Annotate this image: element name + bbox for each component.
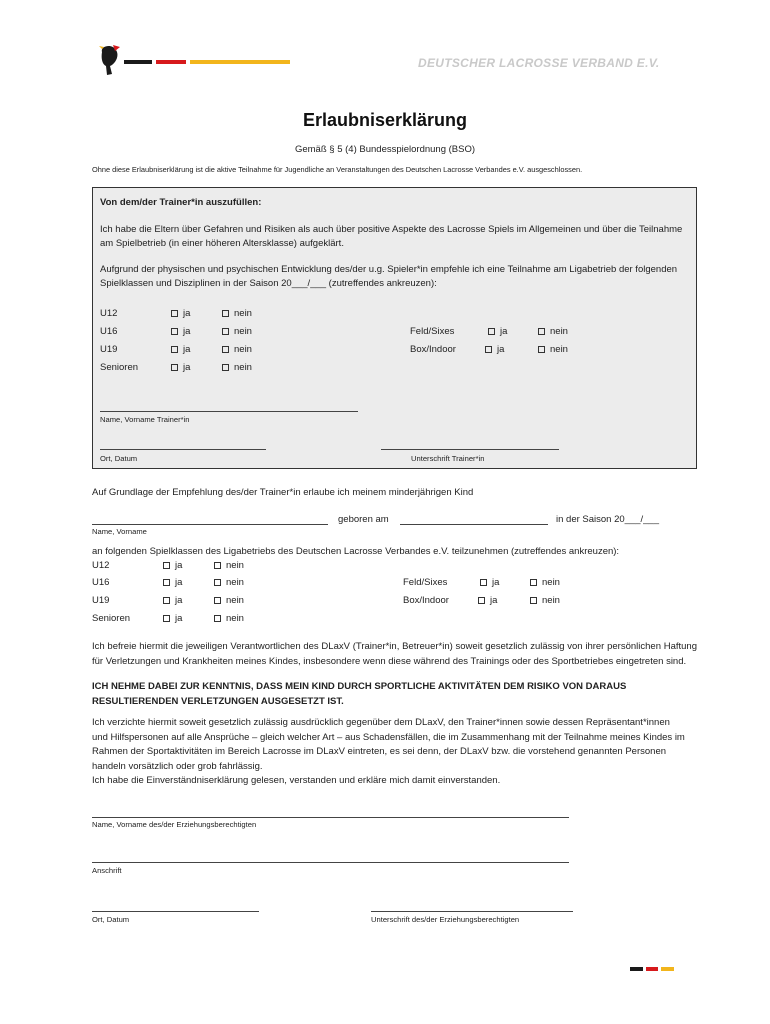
no-option[interactable]: nein — [214, 577, 244, 588]
yes-option[interactable]: ja — [163, 577, 182, 588]
yes-option[interactable]: ja — [171, 326, 190, 337]
child-name-line[interactable] — [92, 524, 328, 525]
yes-option[interactable]: ja — [163, 560, 182, 571]
no-option[interactable]: nein — [222, 308, 252, 319]
yes-option[interactable]: ja — [171, 308, 190, 319]
trainer-row-senioren — [100, 362, 690, 376]
discipline-label: Feld/Sixes — [403, 577, 448, 588]
checkbox[interactable] — [222, 364, 229, 371]
trainer-name-label: Name, Vorname Trainer*in — [100, 415, 190, 424]
born-on-label: geboren am — [338, 514, 389, 525]
class-label: U12 — [92, 560, 110, 571]
exclusion-note: Ohne diese Erlaubniserklärung ist die aktive Teilnahme für Jugendliche an Veranstaltungen des Deutschen Lacrosse Verbandes e.V. ausgeschlossen. — [92, 165, 583, 174]
trainer-paragraph-1: Ich habe die Eltern über Gefahren und Risiken als auch über positive Aspekte des Lacrosse Spiels im Allgemeinen und über die Teilnahme am Spielbetrieb (in einer höheren Altersklasse) aufgeklärt. — [100, 224, 683, 249]
trainer-place-label: Ort, Datum — [100, 454, 138, 463]
checkbox[interactable] — [171, 346, 178, 353]
discipline-label: Box/Indoor — [410, 344, 456, 355]
yes-option[interactable]: ja — [171, 344, 190, 355]
guardian-intro: Auf Grundlage der Empfehlung des/der Trainer*in erlaube ich meinem minderjährigen Kind — [92, 487, 474, 498]
checkbox[interactable] — [171, 328, 178, 335]
trainer-row-u16 — [100, 326, 690, 340]
class-label: Senioren — [100, 362, 139, 373]
class-label: U16 — [100, 326, 118, 337]
trainer-signature-label: Unterschrift Trainer*in — [411, 454, 485, 463]
checkbox[interactable] — [222, 346, 229, 353]
checkbox[interactable] — [163, 615, 170, 622]
yes-option[interactable]: ja — [488, 326, 507, 337]
yes-option[interactable]: ja — [163, 595, 182, 606]
waiver-paragraph: Ich verzichte hiermit soweit gesetzlich zulässig ausdrücklich gegenüber dem DLaxV, den Trainer*innen sowie dessen Repräsentant*innen und Hilfspersonen auf alle Ansprüche – gleich welcher Art – aus Schadensfällen, die im Zusammenhang mit der Teilnahme meines Kindes im Rahmen der Sportaktivitäten im Bereich Lacrosse im DLaxV eintreten, es sei denn, der DLaxV bzw. die vorstehend genannten Personen handeln vorsätzlich oder grob fahrlässig. — [92, 717, 685, 772]
checkbox[interactable] — [488, 328, 495, 335]
checkbox[interactable] — [222, 328, 229, 335]
trainer-row-u19 — [100, 344, 690, 358]
checkbox[interactable] — [214, 615, 221, 622]
discipline-label: Box/Indoor — [403, 595, 449, 606]
no-option[interactable]: nein — [538, 326, 568, 337]
trainer-place-line[interactable] — [100, 449, 266, 450]
checkbox[interactable] — [222, 310, 229, 317]
release-paragraph: Ich befreie hiermit die jeweiligen Verantwortlichen des DLaxV (Trainer*in, Betreuer*in) soweit gesetzlich zulässig von ihrer persönlichen Haftung für Verletzungen und Krankheiten meines Kindes, insbesondere wenn diese während des Trainings oder des Sportbetriebes eingetreten sind. — [92, 641, 697, 667]
dlaxv-logo-icon — [98, 44, 294, 78]
season-label: in der Saison 20___/___ — [556, 514, 659, 525]
no-option[interactable]: nein — [538, 344, 568, 355]
participation-text: an folgenden Spielklassen des Ligabetriebs des Deutschen Lacrosse Verbandes e.V. teilzunehmen (zutreffendes ankreuzen): — [92, 546, 620, 557]
no-option[interactable]: nein — [214, 595, 244, 606]
guardian-name-label: Name, Vorname des/der Erziehungsberechtigten — [92, 820, 257, 829]
organization-name: DEUTSCHER LACROSSE VERBAND E.V. — [418, 56, 660, 70]
checkbox[interactable] — [480, 579, 487, 586]
trainer-name-line[interactable] — [100, 411, 358, 412]
guardian-signature-line[interactable] — [371, 911, 573, 912]
address-line[interactable] — [92, 862, 569, 863]
yes-option[interactable]: ja — [480, 577, 499, 588]
checkbox[interactable] — [163, 579, 170, 586]
checkbox[interactable] — [214, 562, 221, 569]
yes-option[interactable]: ja — [163, 613, 182, 624]
checkbox[interactable] — [163, 597, 170, 604]
class-label: Senioren — [92, 613, 131, 624]
checkbox[interactable] — [530, 597, 537, 604]
checkbox[interactable] — [163, 562, 170, 569]
checkbox[interactable] — [530, 579, 537, 586]
no-option[interactable]: nein — [530, 595, 560, 606]
class-label: U16 — [92, 577, 110, 588]
risk-notice: ICH NEHME DABEI ZUR KENNTNIS, DASS MEIN KIND DURCH SPORTLICHE AKTIVITÄTEN DEM RISIKO VON DARAUS RESULTIERENDEN VERLETZUNGEN AUSGESETZT IST. — [92, 681, 627, 707]
discipline-label: Feld/Sixes — [410, 326, 455, 337]
trainer-signature-line[interactable] — [381, 449, 559, 450]
consent-paragraph: Ich habe die Einverständniserklärung gelesen, verstanden und erkläre mich damit einverstanden. — [92, 775, 501, 786]
trainer-paragraph-2: Aufgrund der physischen und psychischen Entwicklung des/der u.g. Spieler*in empfehle ich eine Teilnahme am Ligabetrieb der folgenden Spielklassen und Disziplinen in der Saison 20___/___ (zutreffendes ankreuzen): — [100, 264, 678, 289]
guardian-row-u12 — [92, 560, 682, 574]
page-title: Erlaubniserklärung — [302, 110, 468, 130]
address-label: Anschrift — [92, 866, 122, 875]
guardian-row-u19 — [92, 595, 682, 609]
checkbox[interactable] — [171, 364, 178, 371]
guardian-place-label: Ort, Datum — [92, 915, 130, 924]
footer-color-strip-icon — [630, 965, 676, 973]
guardian-row-u16 — [92, 577, 682, 591]
guardian-row-senioren — [92, 613, 682, 627]
checkbox[interactable] — [485, 346, 492, 353]
yes-option[interactable]: ja — [478, 595, 497, 606]
trainer-heading: Von dem/der Trainer*in auszufüllen: — [100, 197, 262, 208]
child-name-label: Name, Vorname — [92, 527, 147, 536]
checkbox[interactable] — [171, 310, 178, 317]
no-option[interactable]: nein — [214, 560, 244, 571]
no-option[interactable]: nein — [530, 577, 560, 588]
yes-option[interactable]: ja — [171, 362, 190, 373]
guardian-place-line[interactable] — [92, 911, 259, 912]
trainer-section — [92, 187, 697, 469]
checkbox[interactable] — [478, 597, 485, 604]
no-option[interactable]: nein — [214, 613, 244, 624]
checkbox[interactable] — [538, 346, 545, 353]
guardian-signature-label: Unterschrift des/der Erziehungsberechtigten — [371, 915, 520, 924]
checkbox[interactable] — [214, 579, 221, 586]
class-label: U19 — [92, 595, 110, 606]
no-option[interactable]: nein — [222, 326, 252, 337]
trainer-row-u12 — [100, 308, 690, 322]
page-subtitle: Gemäß § 5 (4) Bundesspielordnung (BSO) — [294, 144, 476, 155]
birthdate-line[interactable] — [400, 524, 548, 525]
class-label: U19 — [100, 344, 118, 355]
guardian-name-line[interactable] — [92, 817, 569, 818]
yes-option[interactable]: ja — [485, 344, 504, 355]
checkbox[interactable] — [538, 328, 545, 335]
no-option[interactable]: nein — [222, 344, 252, 355]
checkbox[interactable] — [214, 597, 221, 604]
class-label: U12 — [100, 308, 118, 319]
no-option[interactable]: nein — [222, 362, 252, 373]
